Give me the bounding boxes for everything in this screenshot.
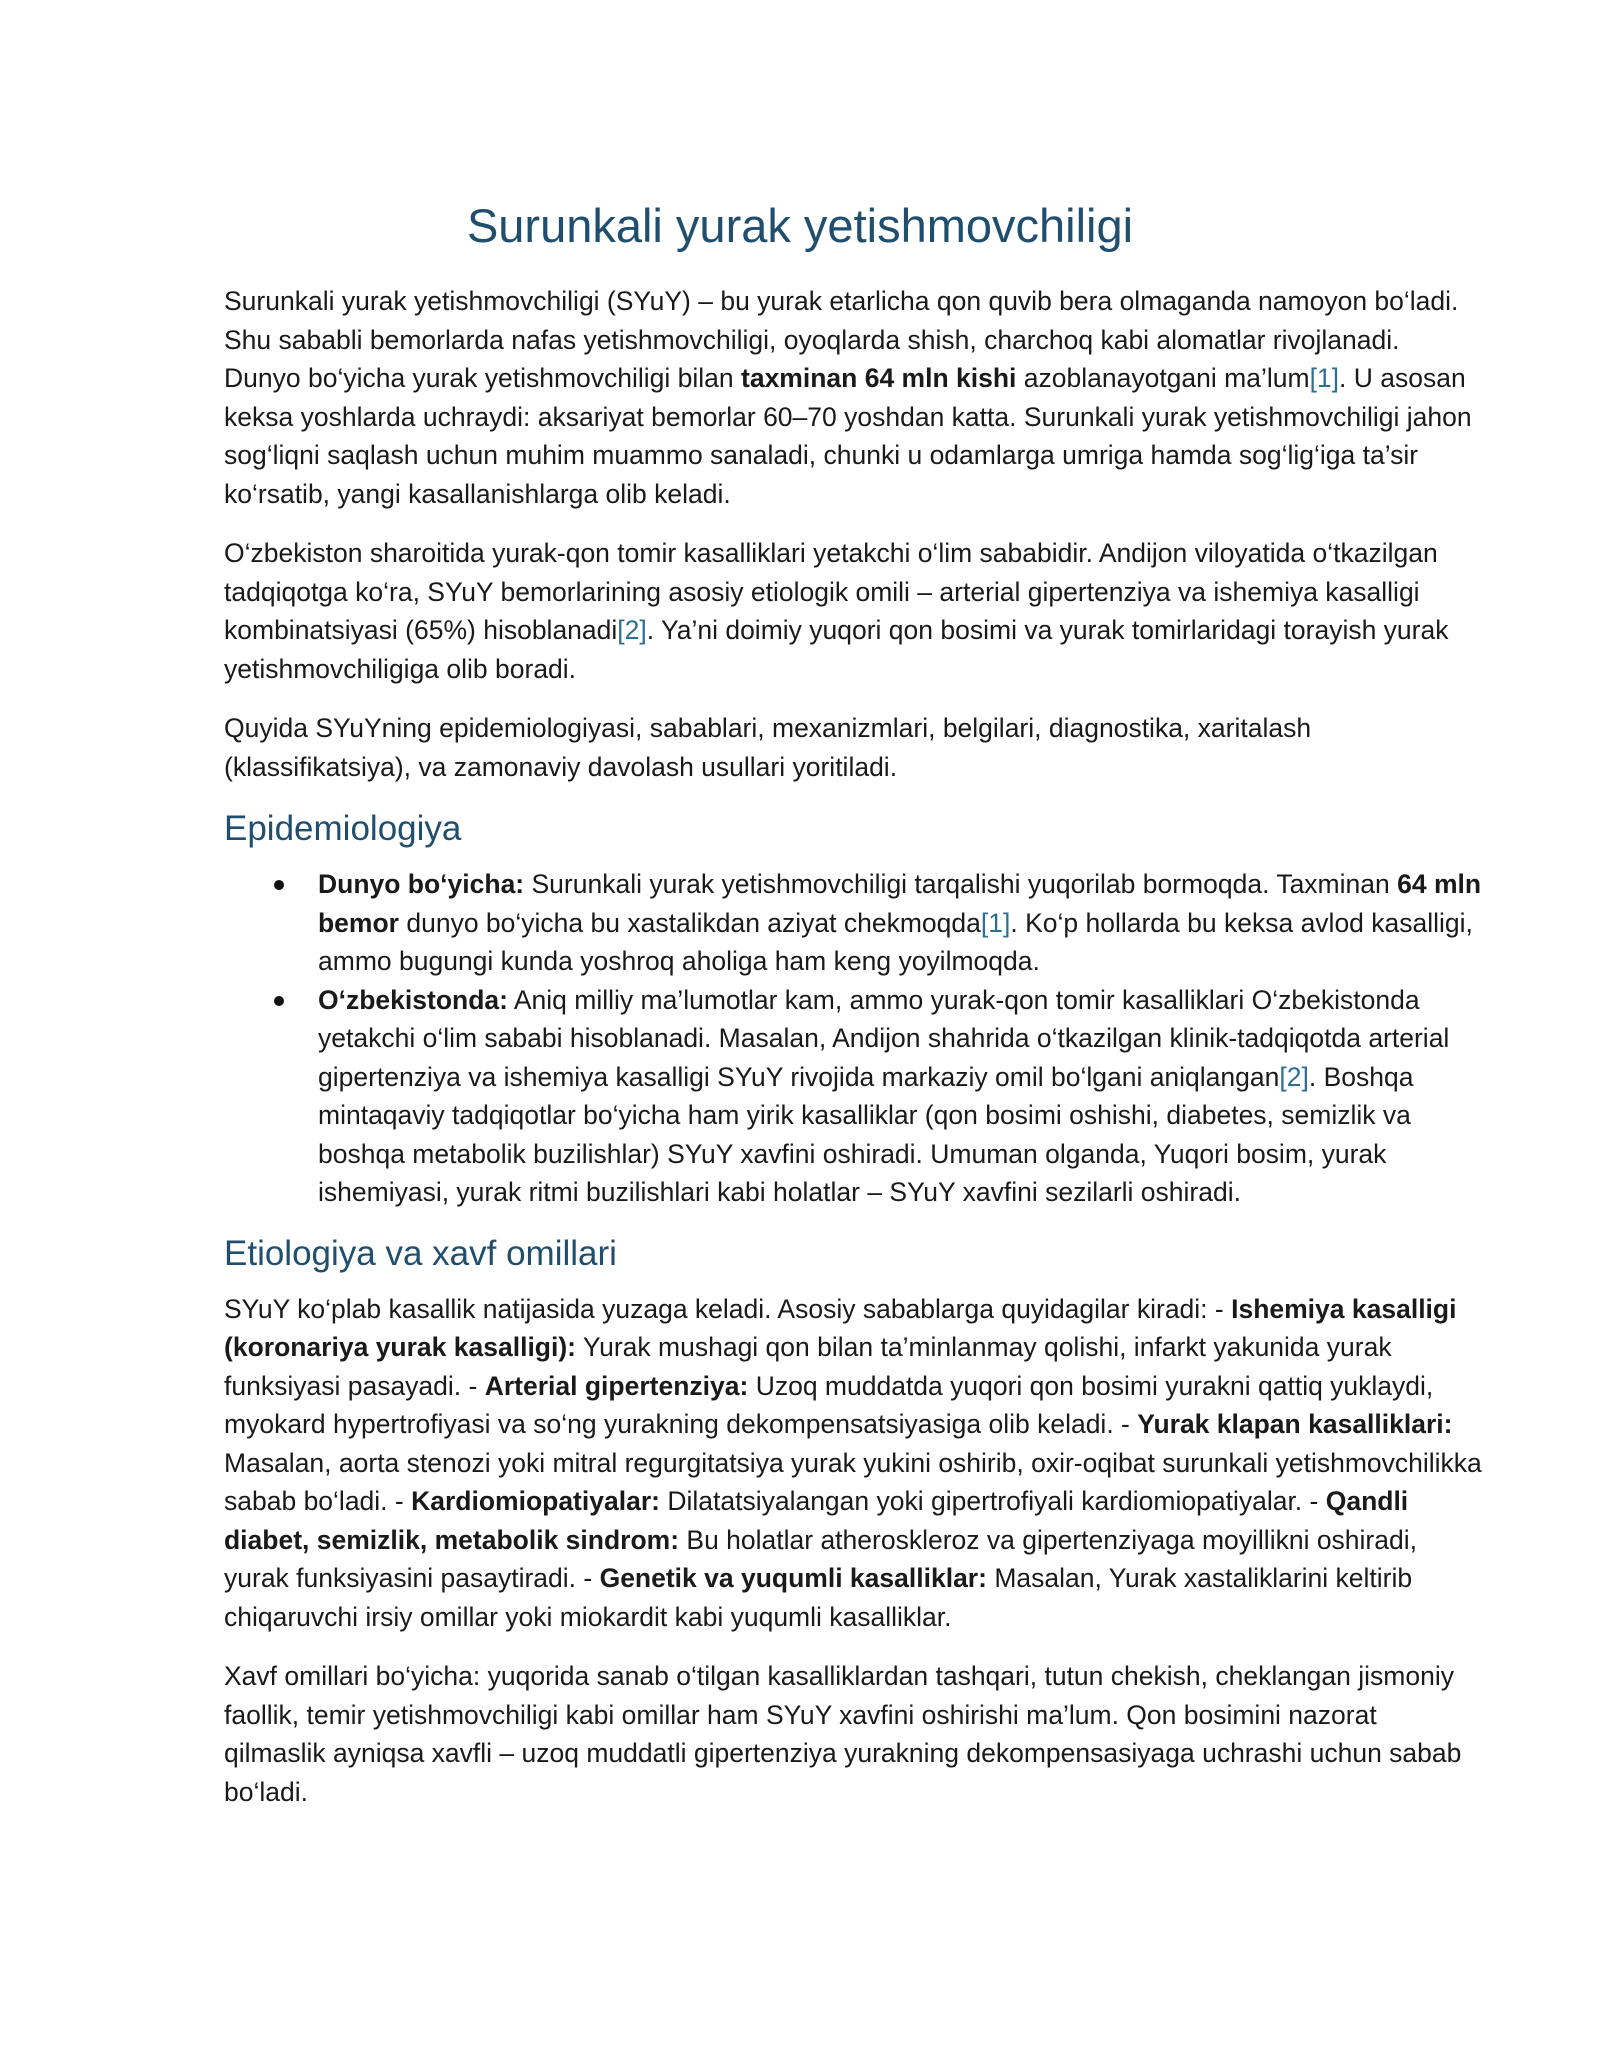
- bold-text: Genetik va yuqumli kasalliklar:: [599, 1563, 987, 1593]
- text-run: Surunkali yurak yetishmovchiligi tarqalishi yuqorilab bormoqda. Taxminan: [524, 869, 1398, 899]
- list-item-label: Dunyo bo‘yicha:: [318, 869, 525, 899]
- bold-text: Yurak klapan kasalliklari:: [1137, 1409, 1453, 1439]
- text-run: SYuY ko‘plab kasallik natijasida yuzaga keladi. Asosiy sabablarga quyidagilar kiradi: -: [224, 1293, 1232, 1324]
- text-run: . Ya’ni doimiy yuqori qon bosimi va yurak tomirlaridagi torayish yurak yetishmovchiligiga olib boradi.: [224, 615, 1449, 684]
- etiology-paragraph-1: [224, 1290, 1482, 1637]
- citation-link-2[interactable]: [2]: [617, 615, 647, 645]
- text-run: Masalan, Yurak xastaliklarini keltirib chiqaruvchi irsiy omillar yoki miokardit kabi yuqumli kasalliklar.: [224, 1563, 1413, 1632]
- citation-link-1[interactable]: [1]: [980, 907, 1011, 938]
- bold-text: Kardiomiopatiyalar:: [411, 1486, 660, 1516]
- list-item: [318, 981, 1482, 1212]
- text-run: Bu holatlar atheroskleroz va gipertenziyaga moyillikni oshiradi, yurak funksiyasini pasaytiradi. -: [224, 1524, 1417, 1593]
- intro-paragraph-2: [224, 534, 1482, 688]
- text-run: Surunkali yurak yetishmovchiligi (SYuY) – bu yurak etarlicha qon quvib bera olmaganda namoyon bo‘ladi. Shu sababli bemorlarda nafas yetishmovchiligi, oyoqlarda shish, charchoq kabi alomatlar rivojlanadi. Dunyo bo‘yicha yurak yetishmovchiligi bilan: [224, 286, 1459, 393]
- citation-link-2[interactable]: [2]: [1279, 1061, 1309, 1092]
- bullet-icon: [274, 880, 284, 890]
- citation-link-1[interactable]: [1]: [1309, 363, 1340, 393]
- section-heading-etiology: Etiologiya va xavf omillari: [224, 1233, 617, 1273]
- list-item: [318, 865, 1482, 981]
- intro-paragraph-1: [224, 282, 1482, 513]
- page-title: Surunkali yurak yetishmovchiligi: [466, 199, 1134, 252]
- bold-text: Arterial gipertenziya:: [484, 1370, 749, 1401]
- bold-text: Qandli diabet, semizlik, metabolik sindrom:: [224, 1486, 1409, 1555]
- text-run: Yurak mushagi qon bilan ta’minlanmay qolishi, infarkt yakunida yurak funksiyasi pasayadi. -: [224, 1332, 1392, 1401]
- document-body: [224, 282, 1482, 1832]
- text-run: Masalan, aorta stenozi yoki mitral regurgitatsiya yurak yukini oshirib, oxir-oqibat surunkali yetishmovchilikka sabab bo‘ladi. -: [224, 1447, 1482, 1516]
- text-run: O‘zbekiston sharoitida yurak-qon tomir kasalliklari yetakchi o‘lim sababidir. Andijon viloyatida o‘tkazilgan tadqiqotga ko‘ra, SYuY bemorlarining asosiy etiologik omili – arterial gipertenziya va ishemiya kasalligi kombinatsiyasi (65%) hisoblanadi: [224, 538, 1438, 645]
- text-run: dunyo bo‘yicha bu xastalikdan aziyat chekmoqda: [399, 907, 981, 938]
- list-item-label: O‘zbekistonda:: [318, 984, 508, 1015]
- bullet-icon: [274, 996, 284, 1006]
- text-run: . Boshqa mintaqaviy tadqiqotlar bo‘yicha ham yirik kasalliklar (qon bosimi oshishi, diabetes, semizlik va boshqa metabolik buzilishlar) SYuY xavfini oshiradi. Umuman olganda, Yuqori bosim, yurak ishemiyasi, yurak ritmi buzilishlari kabi holatlar – SYuY xavfini sezilarli oshiradi.: [318, 1061, 1414, 1207]
- intro-paragraph-3: Quyida SYuYning epidemiologiyasi, sabablari, mexanizmlari, belgilari, diagnostika, xaritalash (klassifikatsiya), va zamonaviy davolash usullari yoritiladi.: [224, 713, 1312, 782]
- text-run: . U asosan keksa yoshlarda uchraydi: aksariyat bemorlar 60–70 yoshdan katta. Surunkali yurak yetishmovchiligi jahon sog‘liqni saqlash uchun muhim muammo sanaladi, chunki u odamlarga umriga hamda sog‘lig‘iga ta’sir ko‘rsatib, yangi kasallanishlarga olib keladi.: [224, 363, 1472, 509]
- text-run: Aniq milliy ma’lumotlar kam, ammo yurak-qon tomir kasalliklari O‘zbekistonda yetakchi o‘lim sababi hisoblanadi. Masalan, Andijon shahrida o‘tkazilgan klinik-tadqiqotda arterial gipertenziya va ishemiya kasalligi SYuY rivojida markaziy omil bo‘lgani aniqlangan: [318, 984, 1450, 1092]
- text-run: azoblanayotgani ma’lum: [1016, 363, 1310, 393]
- text-run: Dilatatsiyalangan yoki gipertrofiyali kardiomiopatiyalar. -: [659, 1486, 1326, 1516]
- bold-text: 64 mln bemor: [318, 869, 1482, 938]
- etiology-paragraph-2: Xavf omillari bo‘yicha: yuqorida sanab o‘tilgan kasalliklardan tashqari, tutun chekish, cheklangan jismoniy faollik, temir yetishmovchiligi kabi omillar ham SYuY xavfini oshirishi ma’lum. Qon bosimini nazorat qilmaslik ayniqsa xavfli – uzoq muddatli gipertenziya yurakning dekompensasiyaga uchrashi uchun sabab bo‘ladi.: [224, 1661, 1462, 1807]
- section-heading-epidemiology: Epidemiologiya: [224, 809, 462, 848]
- bold-text: taxminan 64 mln kishi: [741, 363, 1017, 393]
- text-run: Uzoq muddatda yuqori qon bosimi yurakni qattiq yuklaydi, myokard hypertrofiyasi va so‘ng yurakning dekompensatsiyasiga olib keladi. -: [224, 1370, 1434, 1439]
- epidemiology-list: [224, 865, 1482, 1212]
- text-run: . Ko‘p hollarda bu keksa avlod kasalligi, ammo bugungi kunda yoshroq aholiga ham keng yoyilmoqda.: [318, 907, 1473, 976]
- bold-text: Ishemiya kasalligi (koronariya yurak kasalligi):: [224, 1293, 1457, 1362]
